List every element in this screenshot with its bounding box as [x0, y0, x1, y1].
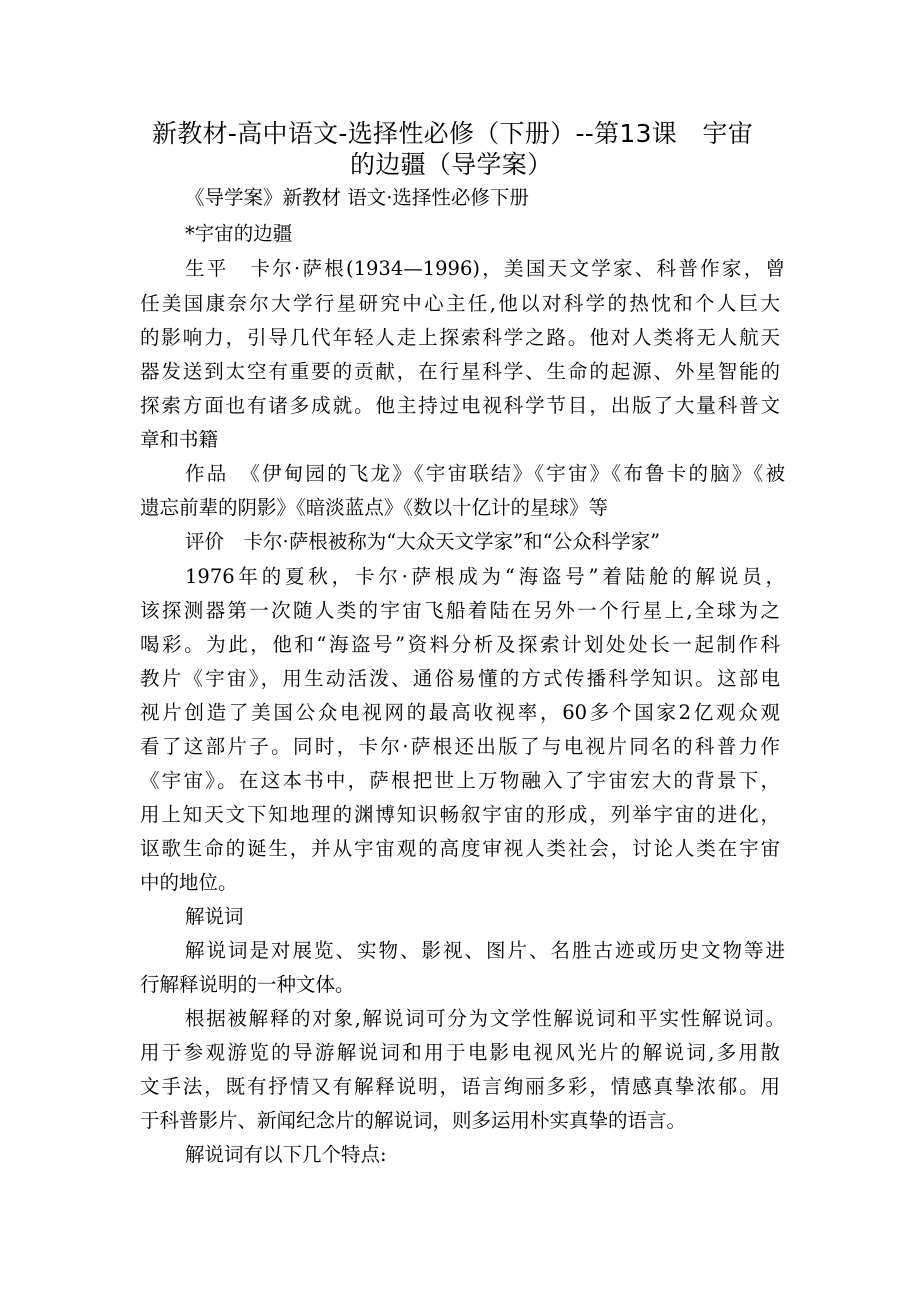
paragraph-line: 解说词是对展览、实物、影视、图片、名胜古迹或历史文物等进	[185, 939, 785, 962]
paragraph-line: 喝彩。为此，他和“海盗号”资料分析及探索计划处处长一起制作科	[140, 633, 780, 656]
paragraph-line: 遗忘前辈的阴影》《暗淡蓝点》《数以十亿计的星球》等	[140, 496, 609, 519]
paragraph-line: 讴歌生命的诞生，并从宇宙观的高度审视人类社会，讨论人类在宇宙	[140, 837, 780, 860]
paragraph-line: 视片创造了美国公众电视网的最高收视率，60多个国家2亿观众观	[140, 701, 780, 724]
paragraph-line: 器发送到太空有重要的贡献，在行星科学、生命的起源、外星智能的	[140, 360, 780, 383]
paragraph-line: 看了这部片子。同时，卡尔·萨根还出版了与电视片同名的科普力作	[140, 735, 780, 758]
paragraph-line: 文手法，既有抒情又有解释说明，语言绚丽多彩，情感真挚浓郁。用	[140, 1075, 780, 1098]
paragraph-line: 用上知天文下知地理的渊博知识畅叙宇宙的形成，列举宇宙的进化，	[140, 803, 780, 826]
paragraph-line: 解说词有以下几个特点:	[185, 1143, 387, 1166]
paragraph-line: 于科普影片、新闻纪念片的解说词，则多运用朴实真挚的语言。	[140, 1109, 687, 1132]
paragraph-line: 生平 卡尔·萨根(1934—1996)，美国天文学家、科普作家，曾	[185, 257, 785, 280]
paragraph-line: 中的地位。	[140, 871, 238, 894]
paragraph-line: 的影响力，引导几代年轻人走上探索科学之路。他对人类将无人航天	[140, 326, 780, 349]
paragraph-line: 评价 卡尔·萨根被称为“大众天文学家”和“公众科学家”	[185, 530, 661, 553]
paragraph-line: 任美国康奈尔大学行星研究中心主任,他以对科学的热忱和个人巨大	[140, 292, 780, 315]
document-title-line-2: 的边疆（导学案）	[350, 150, 553, 179]
paragraph-line: 根据被解释的对象,解说词可分为文学性解说词和平实性解说词。	[185, 1007, 785, 1030]
paragraph-line: 行解释说明的一种文体。	[140, 973, 355, 996]
section-heading: *宇宙的边疆	[185, 222, 293, 245]
document-title-line-1: 新教材-高中语文-选择性必修（下册）--第13课 宇宙	[152, 119, 753, 148]
paragraph-line: 《宇宙》。在这本书中，萨根把世上万物融入了宇宙宏大的背景下，	[140, 769, 780, 792]
paragraph-line: 1976年的夏秋，卡尔·萨根成为“海盗号”着陆舱的解说员，	[185, 565, 785, 588]
paragraph-line: 作品 《伊甸园的飞龙》《宇宙联结》《宇宙》《布鲁卡的脑》《被	[185, 462, 785, 485]
section-heading: 解说词	[185, 905, 244, 928]
paragraph-line: 用于参观游览的导游解说词和用于电影电视风光片的解说词,多用散	[140, 1041, 780, 1064]
paragraph-line: 教片《宇宙》，用生动活泼、通俗易懂的方式传播科学知识。这部电	[140, 667, 780, 690]
paragraph-line: 该探测器第一次随人类的宇宙飞船着陆在另外一个行星上,全球为之	[140, 599, 780, 622]
paragraph-line: 探索方面也有诸多成就。他主持过电视科学节目，出版了大量科普文	[140, 394, 780, 417]
paragraph-line: 章和书籍	[140, 428, 219, 451]
subtitle-line: 《导学案》新教材 语文·选择性必修下册	[185, 186, 529, 209]
